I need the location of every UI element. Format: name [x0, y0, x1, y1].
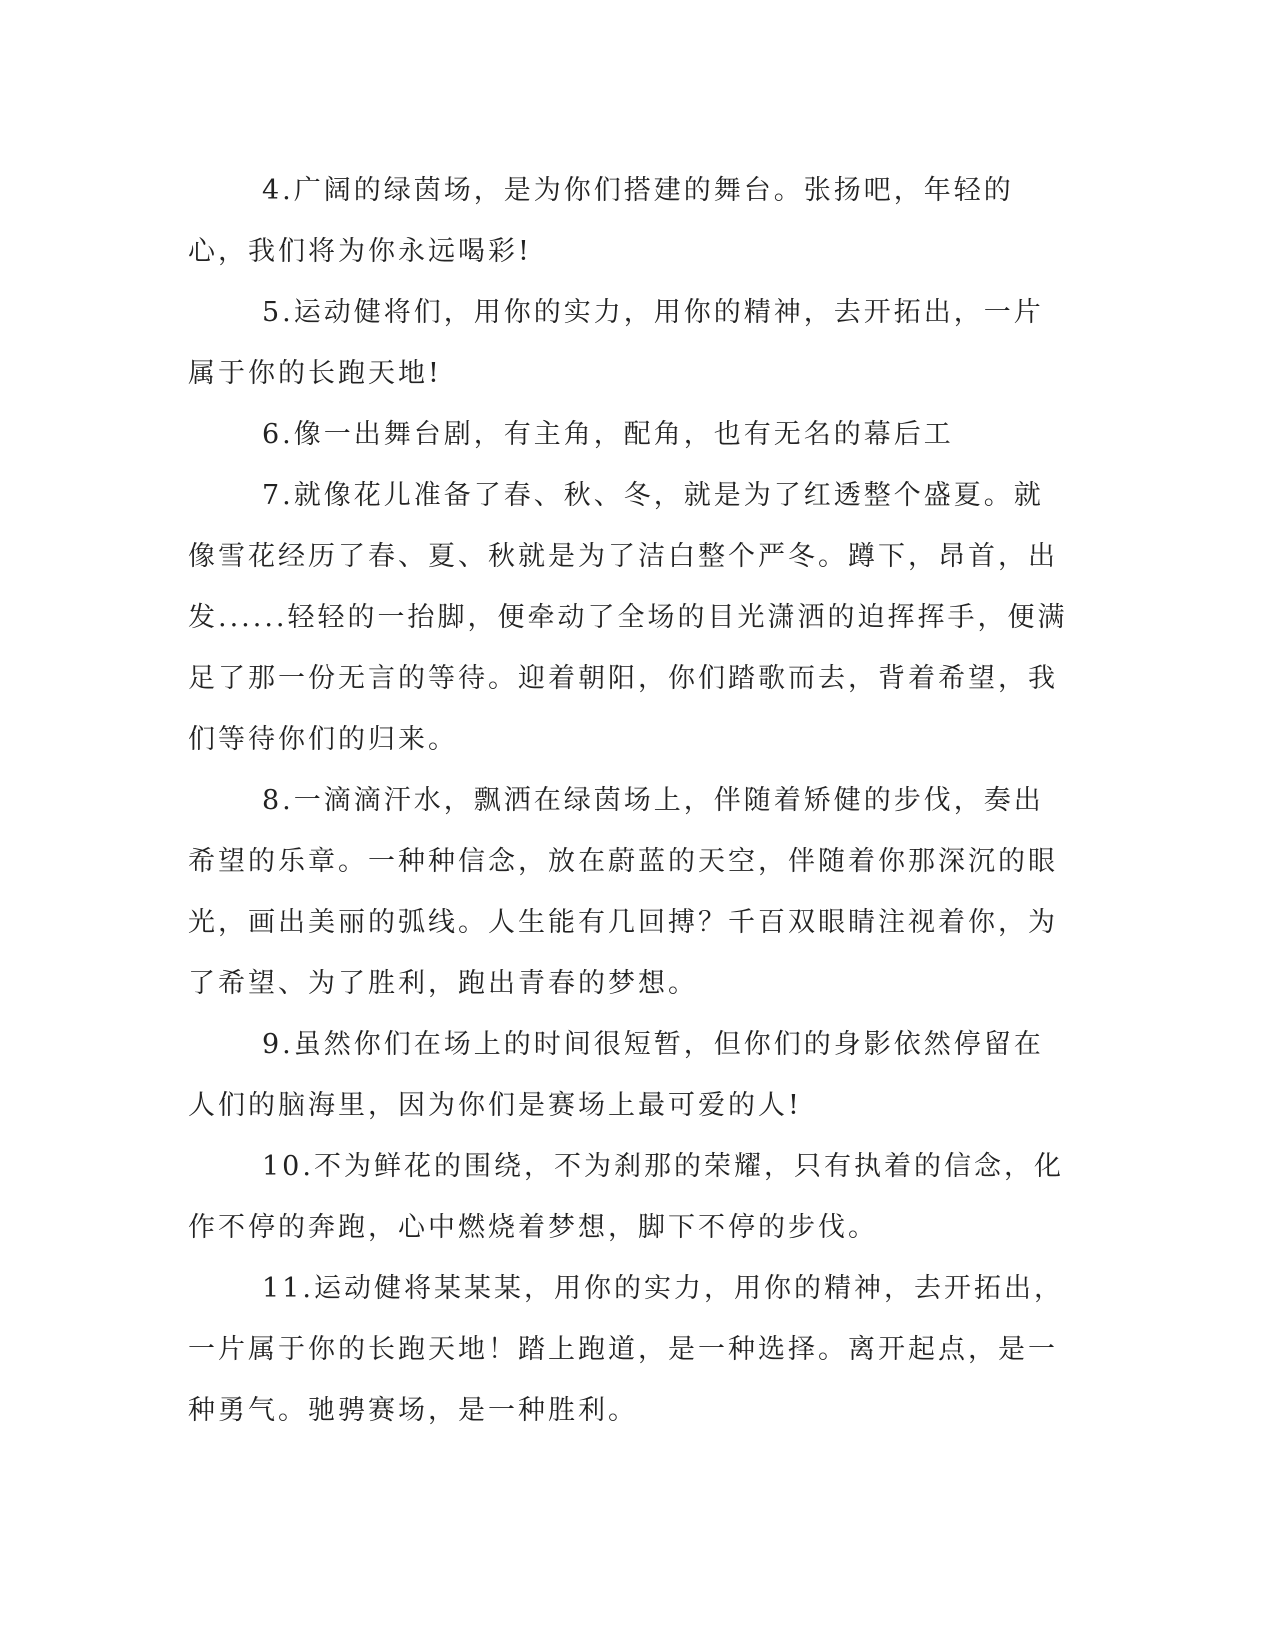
paragraph-6: 6.像一出舞台剧，有主角，配角，也有无名的幕后工 [262, 419, 954, 450]
paragraph-4: 4.广阔的绿茵场，是为你们搭建的舞台。张扬吧，年轻的心，我们将为你永远喝彩! [188, 175, 1014, 267]
paragraph-11: 11.运动健将某某某，用你的实力，用你的精神，去开拓出，一片属于你的长跑天地！踏上跑道，是一种选择。离开起点，是一种勇气。驰骋赛场，是一种胜利。 [188, 1273, 1064, 1426]
paragraph-10: 10.不为鲜花的围绕，不为刹那的荣耀，只有执着的信念，化作不停的奔跑，心中燃烧着梦想，脚下不停的步伐。 [188, 1151, 1064, 1243]
paragraph-9: 9.虽然你们在场上的时间很短暂，但你们的身影依然停留在人们的脑海里，因为你们是赛场上最可爱的人! [188, 1029, 1044, 1121]
paragraph-8: 8.一滴滴汗水，飘洒在绿茵场上，伴随着矫健的步伐，奏出希望的乐章。一种种信念，放在蔚蓝的天空，伴随着你那深沉的眼光，画出美丽的弧线。人生能有几回搏？千百双眼睛注视着你，为了希望、为了胜利，跑出青春的梦想。 [188, 785, 1058, 999]
paragraph-5: 5.运动健将们，用你的实力，用你的精神，去开拓出，一片属于你的长跑天地! [188, 297, 1044, 389]
paragraph-7: 7.就像花儿准备了春、秋、冬，就是为了红透整个盛夏。就像雪花经历了春、夏、秋就是为了洁白整个严冬。蹲下，昂首，出发......轻轻的一抬脚，便牵动了全场的目光潇洒的迫挥挥手，便满足了那一份无言的等待。迎着朝阳，你们踏歌而去，背着希望，我们等待你们的归来。 [188, 480, 1068, 755]
document-body [188, 160, 1073, 1441]
